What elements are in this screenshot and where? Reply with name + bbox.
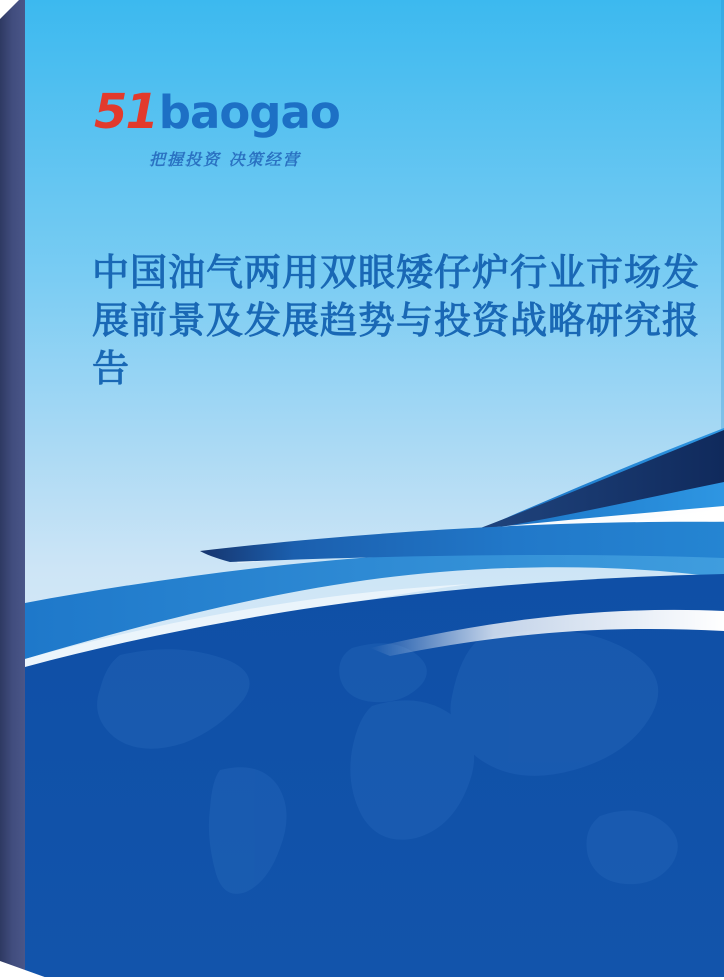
report-title-line-3: 告	[92, 347, 130, 390]
report-title	[92, 249, 702, 393]
report-title-line-1: 中国油气两用双眼矮仔炉行业市场发	[92, 251, 700, 294]
report-title-line-2: 展前景及发展趋势与投资战略研究报	[92, 299, 700, 342]
logo-51-mark: 51	[94, 84, 157, 140]
logo-tagline: 把握投资 决策经营	[149, 150, 301, 169]
logo-wordmark: baogao	[158, 86, 340, 139]
book-spine	[0, 0, 25, 980]
logo	[94, 84, 340, 140]
